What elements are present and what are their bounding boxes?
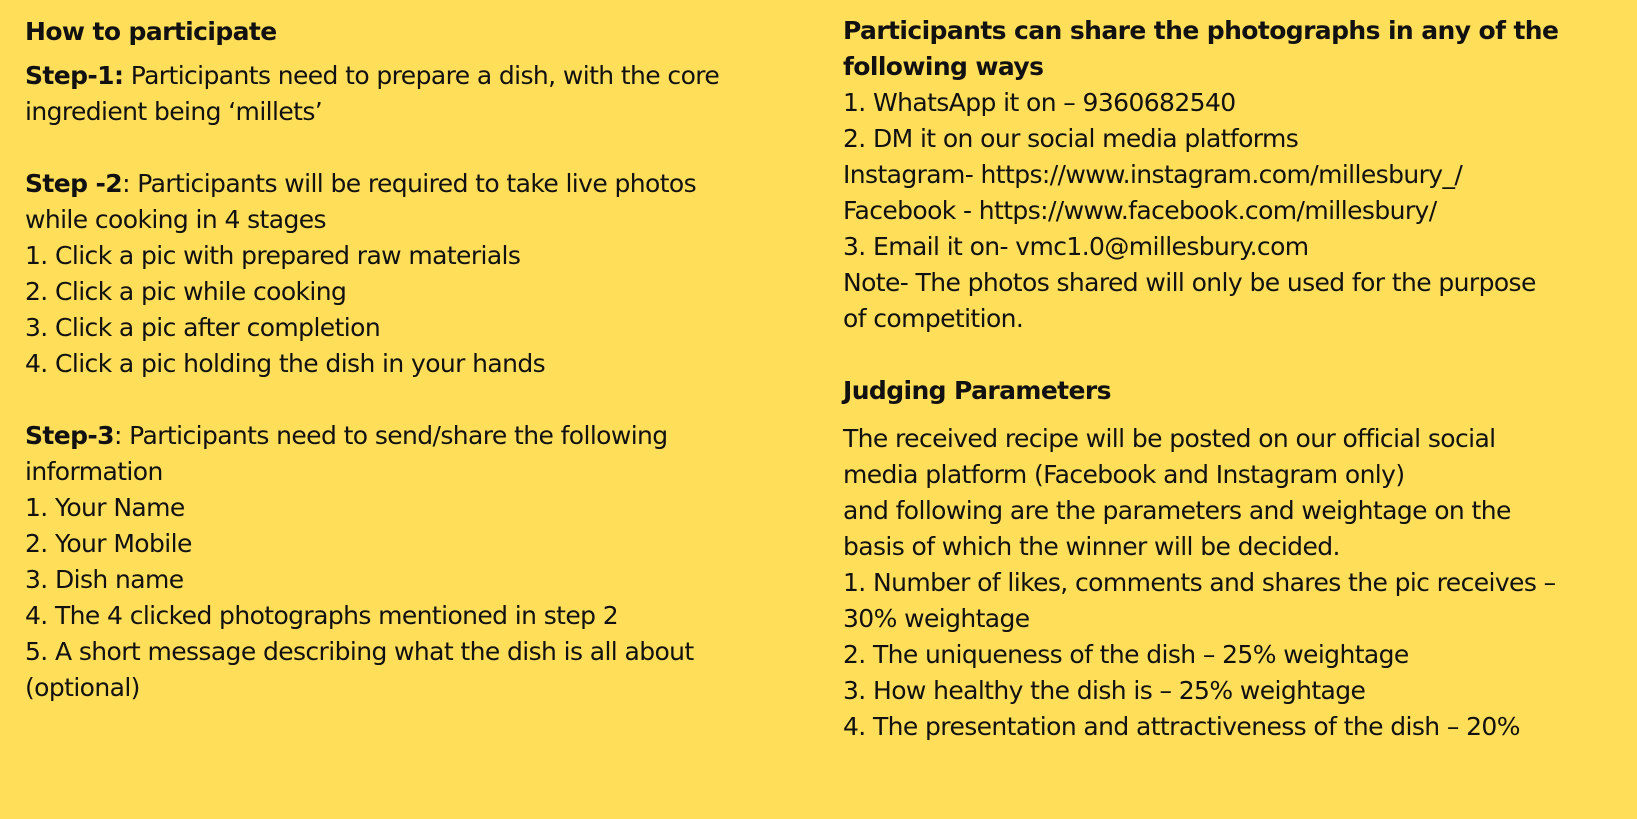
- share-note: Note- The photos shared will only be used for the purpose: [843, 268, 1536, 297]
- how-to-participate-heading: How to participate: [25, 17, 277, 46]
- step2-item: 2. Click a pic while cooking: [25, 277, 347, 306]
- share-line: 3. Email it on- vmc1.0@millesbury.com: [843, 232, 1309, 261]
- judging-line: basis of which the winner will be decided.: [843, 532, 1340, 561]
- step3-item: 1. Your Name: [25, 493, 185, 522]
- share-heading-line2: following ways: [843, 52, 1044, 81]
- step3-text: : Participants need to send/share the following: [113, 421, 668, 450]
- step3-line2: information: [25, 457, 163, 486]
- step2-text: : Participants will be required to take live photos: [122, 169, 697, 198]
- share-note: of competition.: [843, 304, 1024, 333]
- share-heading-line1: Participants can share the photographs in any of the: [843, 16, 1559, 45]
- step3-item: (optional): [25, 673, 140, 702]
- step1-label: Step-1:: [25, 61, 124, 90]
- step2-label: Step -2: [25, 169, 123, 198]
- step1-line: [25, 58, 795, 94]
- step3-item: 5. A short message describing what the dish is all about: [25, 637, 694, 666]
- judging-line: 2. The uniqueness of the dish – 25% weightage: [843, 640, 1409, 669]
- step2-item: 4. Click a pic holding the dish in your hands: [25, 349, 546, 378]
- sharing-judging-column: [843, 13, 1623, 745]
- share-line: 2. DM it on our social media platforms: [843, 124, 1299, 153]
- judging-line: 4. The presentation and attractiveness of the dish – 20%: [843, 712, 1520, 741]
- step1-text: Participants need to prepare a dish, with the core: [123, 61, 720, 90]
- step3-item: 4. The 4 clicked photographs mentioned in step 2: [25, 601, 619, 630]
- judging-line: The received recipe will be posted on our official social: [843, 424, 1496, 453]
- share-line: 1. WhatsApp it on – 9360682540: [843, 88, 1236, 117]
- step1-line2: ingredient being ‘millets’: [25, 97, 323, 126]
- judging-line: 30% weightage: [843, 604, 1030, 633]
- step3-line: [25, 418, 795, 454]
- share-line: Facebook - https://www.facebook.com/millesbury/: [843, 196, 1437, 225]
- step3-item: 3. Dish name: [25, 565, 184, 594]
- step2-item: 1. Click a pic with prepared raw materials: [25, 241, 521, 270]
- step2-line: [25, 166, 795, 202]
- judging-line: 1. Number of likes, comments and shares the pic receives –: [843, 568, 1556, 597]
- share-line: Instagram- https://www.instagram.com/millesbury_/: [843, 160, 1463, 189]
- step3-label: Step-3: [25, 421, 114, 450]
- step2-item: 3. Click a pic after completion: [25, 313, 381, 342]
- judging-parameters-heading: Judging Parameters: [843, 376, 1111, 405]
- step2-line2: while cooking in 4 stages: [25, 205, 326, 234]
- judging-line: 3. How healthy the dish is – 25% weightage: [843, 676, 1366, 705]
- participation-column: [25, 14, 795, 706]
- judging-line: media platform (Facebook and Instagram only): [843, 460, 1405, 489]
- step3-item: 2. Your Mobile: [25, 529, 192, 558]
- judging-line: and following are the parameters and weightage on the: [843, 496, 1511, 525]
